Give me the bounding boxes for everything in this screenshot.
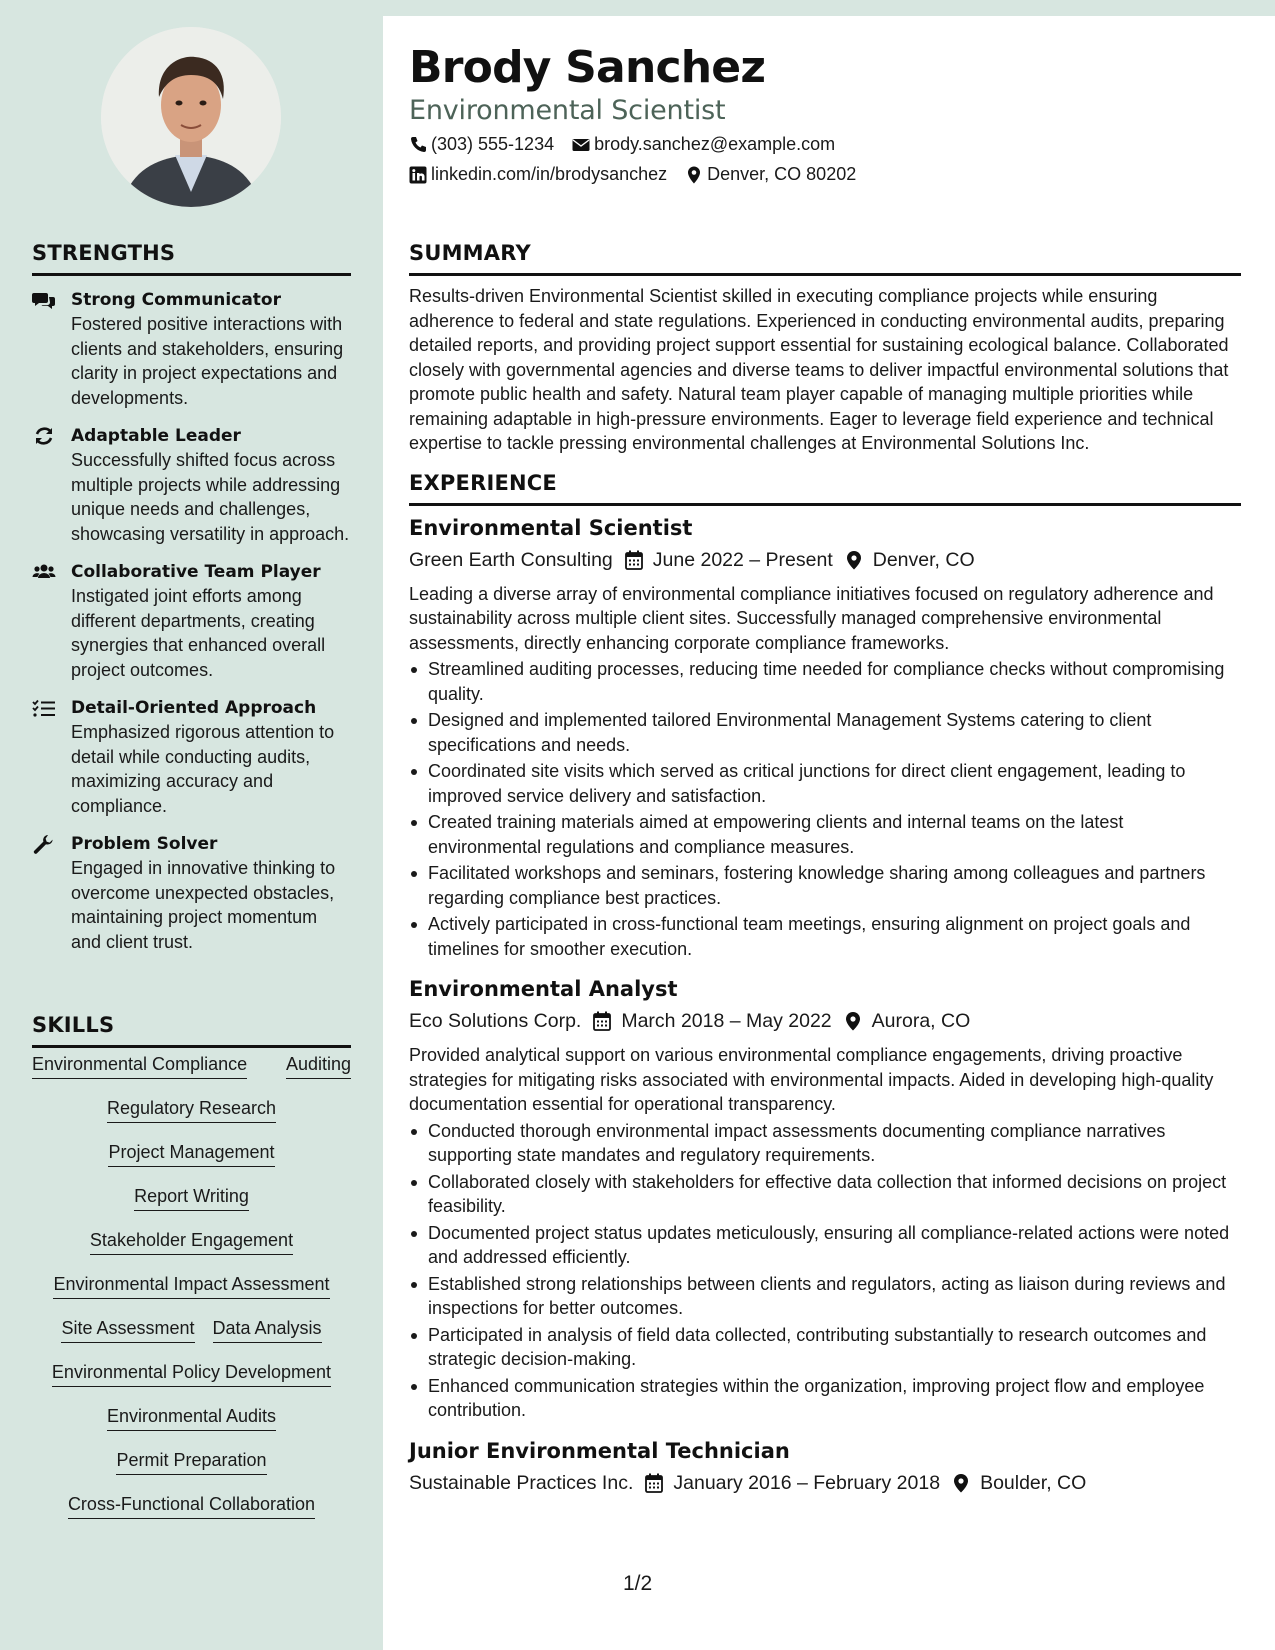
strength-description: Emphasized rigorous attention to detail while conducting audits, maximizing accuracy and compliance. — [71, 722, 335, 816]
job-title: Junior Environmental Technician — [409, 1438, 790, 1463]
linkedin-icon — [409, 166, 427, 184]
map-pin-icon — [952, 1473, 970, 1493]
job-bullet: Collaborated closely with stakeholders for effective data collection that informed decisions on project feasibility. — [409, 1170, 1241, 1219]
skills-row — [32, 1360, 351, 1387]
skill-tag: Environmental Policy Development — [52, 1360, 331, 1387]
refresh-icon — [32, 426, 56, 446]
skill-tag: Report Writing — [134, 1184, 249, 1211]
job-bullets — [409, 1119, 1241, 1423]
job-company: Eco Solutions Corp. — [409, 1010, 582, 1032]
skill-tag: Environmental Compliance — [32, 1052, 247, 1079]
summary-text: Results-driven Environmental Scientist skilled in executing compliance projects while ensuring adherence to federal and state regulations. Experienced in conducting environmental audits, preparing detailed reports, and providing project support essential for sustaining ecological balance. Collaborated closely with governmental agencies and diverse teams to deliver impactful environmental solutions that promote public health and safety. Natural team player capable of managing multiple priorities while remaining adaptable in high-pressure environments. Eager to leverage field experience and technical expertise to tackle pressing environmental challenges at Environmental Solutions Inc. — [409, 286, 1229, 453]
skill-tag: Environmental Impact Assessment — [53, 1272, 329, 1299]
top-accent-strip — [383, 0, 1275, 16]
strengths-section — [32, 241, 351, 954]
contact-email[interactable] — [572, 134, 835, 155]
summary-heading: SUMMARY — [409, 241, 1241, 276]
job-title: Environmental Scientist — [409, 515, 693, 540]
job-dates: March 2018 – May 2022 — [621, 1010, 832, 1032]
job-meta — [409, 1007, 1241, 1035]
job-bullet: Created training materials aimed at empowering clients and internal teams on the latest environmental regulations and compliance measures. — [409, 810, 1241, 859]
skills-row — [32, 1052, 351, 1079]
linkedin-link[interactable]: linkedin.com/in/brodysanchez — [431, 164, 668, 184]
skill-tag: Regulatory Research — [107, 1096, 276, 1123]
skills-row — [32, 1184, 351, 1211]
job-bullet: Documented project status updates meticulously, ensuring all compliance-related actions were noted and addressed efficiently. — [409, 1221, 1241, 1270]
skills-list — [32, 1052, 351, 1536]
experience-heading: EXPERIENCE — [409, 471, 1241, 506]
job-meta — [409, 1469, 1241, 1497]
skill-tag: Auditing — [286, 1052, 351, 1079]
job-bullets — [409, 657, 1241, 961]
contact-row — [409, 134, 835, 155]
job-bullet: Enhanced communication strategies within the organization, improving project flow and employee contribution. — [409, 1374, 1241, 1423]
job-bullet: Streamlined auditing processes, reducing time needed for compliance checks without compromising quality. — [409, 657, 1241, 706]
strength-item — [32, 424, 351, 546]
strength-description: Successfully shifted focus across multiple projects while addressing unique needs and challenges, showcasing versatility in approach. — [71, 450, 350, 544]
contact-linkedin[interactable] — [409, 164, 667, 185]
strength-description: Instigated joint efforts among different departments, creating synergies that enhanced overall project outcomes. — [71, 586, 326, 680]
job-description: Provided analytical support on various environmental compliance engagements, driving proactive strategies for mitigating risks associated with environmental impacts. Aided in developing high-quality documentation essential for operational transparency. — [409, 1045, 1214, 1114]
location-text: Denver, CO 80202 — [707, 164, 857, 184]
strength-description: Engaged in innovative thinking to overcome unexpected obstacles, maintaining project momentum and client trust. — [71, 858, 336, 952]
envelope-icon — [572, 136, 590, 154]
strength-title: Collaborative Team Player — [71, 562, 321, 582]
job-company: Green Earth Consulting — [409, 548, 613, 571]
contact-phone — [409, 134, 554, 155]
job-bullet: Established strong relationships between clients and regulators, acting as liaison during reviews and inspections for better outcomes. — [409, 1272, 1241, 1321]
wrench-icon — [32, 834, 56, 854]
job-bullet: Coordinated site visits which served as critical junctions for direct client engagement, leading to improved service delivery and satisfaction. — [409, 759, 1241, 808]
calendar-icon — [625, 550, 643, 570]
skills-row — [32, 1096, 351, 1123]
skill-tag: Site Assessment — [61, 1316, 194, 1343]
candidate-name: Brody Sanchez — [409, 42, 766, 93]
skills-row — [32, 1316, 351, 1343]
job-company: Sustainable Practices Inc. — [409, 1471, 634, 1494]
job-location: Denver, CO — [872, 548, 975, 571]
job-bullet: Conducted thorough environmental impact assessments documenting compliance narratives supporting state mandates and regulatory requirements. — [409, 1119, 1241, 1168]
comments-icon — [32, 290, 56, 310]
strength-item — [32, 696, 351, 818]
phone-text: (303) 555-1234 — [431, 134, 555, 154]
contact-row — [409, 164, 856, 185]
calendar-icon — [645, 1473, 663, 1493]
job-bullet: Actively participated in cross-functional team meetings, ensuring alignment on project goals and timelines for smoother execution. — [409, 912, 1241, 961]
map-pin-icon — [844, 1011, 862, 1031]
strengths-heading: STRENGTHS — [32, 241, 351, 276]
main-content — [409, 241, 1241, 1497]
avatar — [101, 27, 281, 207]
users-icon — [32, 562, 56, 582]
strength-title: Detail-Oriented Approach — [71, 698, 317, 718]
strength-description: Fostered positive interactions with clients and stakeholders, ensuring clarity in project expectations and developments. — [71, 314, 344, 408]
job-title: Environmental Analyst — [409, 977, 678, 1001]
skill-tag: Permit Preparation — [116, 1448, 266, 1475]
skills-row — [32, 1404, 351, 1431]
strength-item — [32, 288, 351, 410]
job-entry — [409, 1437, 1241, 1497]
skill-tag: Cross-Functional Collaboration — [68, 1492, 315, 1519]
contact-location — [685, 164, 856, 185]
strength-title: Strong Communicator — [71, 290, 281, 310]
job-location: Boulder, CO — [980, 1471, 1087, 1494]
job-entry — [409, 514, 1241, 962]
job-location: Aurora, CO — [871, 1010, 971, 1032]
map-pin-icon — [685, 166, 703, 184]
strength-title: Adaptable Leader — [71, 426, 241, 446]
job-bullet: Designed and implemented tailored Environmental Management Systems catering to client specifications and needs. — [409, 708, 1241, 757]
strength-item — [32, 832, 351, 954]
skills-row — [32, 1140, 351, 1167]
skills-row — [32, 1272, 351, 1299]
skill-tag: Project Management — [108, 1140, 274, 1167]
job-description: Leading a diverse array of environmental compliance initiatives focused on regulatory adherence and sustainability across multiple client sites. Successfully managed comprehensive environmental assessments, directly enhancing corporate compliance frameworks. — [409, 583, 1214, 653]
phone-icon — [409, 136, 427, 154]
job-dates: June 2022 – Present — [652, 548, 833, 571]
job-bullet: Facilitated workshops and seminars, fostering knowledge sharing among colleagues and partners regarding compliance best practices. — [409, 861, 1241, 910]
skill-tag: Stakeholder Engagement — [90, 1228, 293, 1255]
job-bullet: Participated in analysis of field data collected, contributing substantially to research outcomes and strategic decision-making. — [409, 1323, 1241, 1372]
candidate-title: Environmental Scientist — [409, 95, 726, 126]
skill-tag: Data Analysis — [213, 1316, 322, 1343]
map-pin-icon — [845, 550, 863, 570]
strength-item — [32, 560, 351, 682]
job-meta — [409, 546, 1241, 574]
email-link[interactable]: brody.sanchez@example.com — [594, 134, 836, 154]
skills-row — [32, 1448, 351, 1475]
strength-title: Problem Solver — [71, 834, 218, 854]
job-entry — [409, 975, 1241, 1423]
profile-photo — [101, 27, 281, 207]
skills-row — [32, 1228, 351, 1255]
calendar-icon — [593, 1011, 611, 1031]
skills-heading-block — [32, 1013, 351, 1048]
job-dates: January 2016 – February 2018 — [673, 1471, 941, 1494]
page-number: 1/2 — [623, 1572, 653, 1595]
skills-row — [32, 1492, 351, 1519]
checklist-icon — [32, 698, 56, 718]
skill-tag: Environmental Audits — [107, 1404, 276, 1431]
skills-heading: SKILLS — [32, 1013, 351, 1048]
